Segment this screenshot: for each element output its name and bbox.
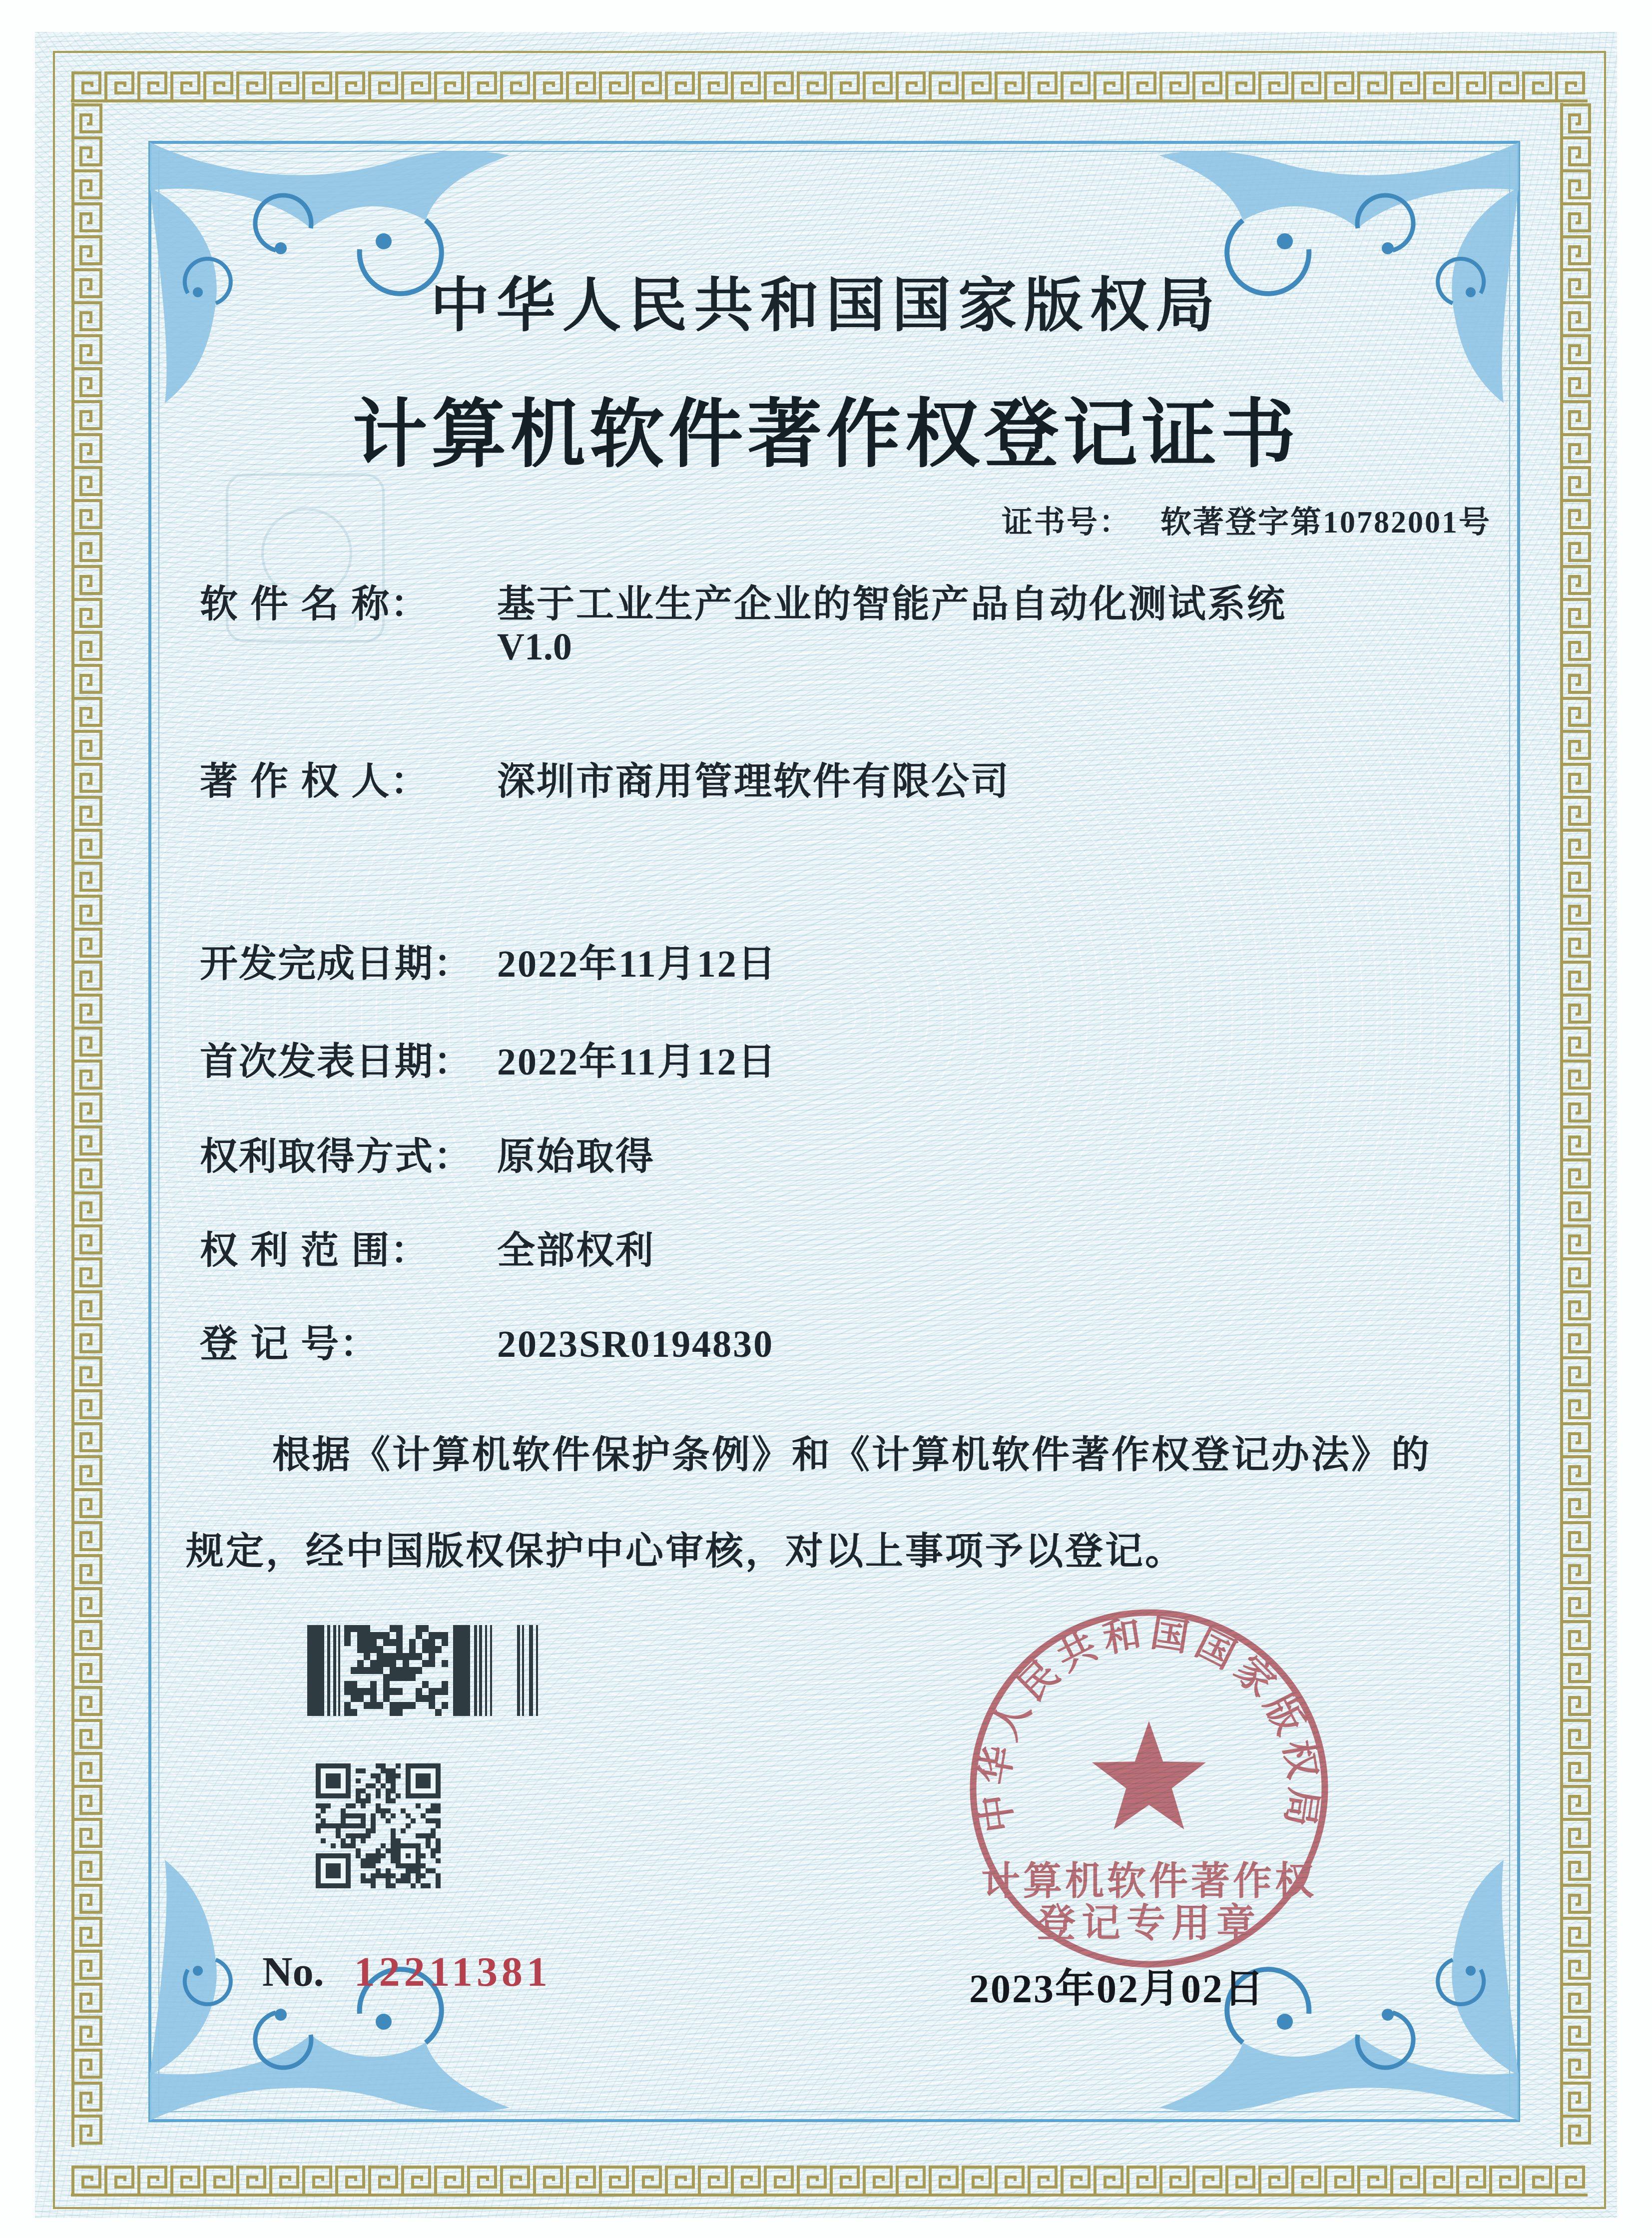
field-value: 原始取得 [497, 1136, 655, 1178]
pdf417-barcode-icon [307, 1625, 542, 1716]
statement-line-2: 规定，经中国版权保护中心审核，对以上事项予以登记。 [186, 1530, 1185, 1573]
statement-line-1: 根据《计算机软件保护条例》和《计算机软件著作权登记办法》的 [272, 1434, 1431, 1476]
field-row-rights-scope [200, 1220, 655, 1274]
serial-number-row [262, 1947, 551, 1996]
issue-date: 2023年02月02日 [969, 1967, 1265, 2011]
field-row-registration-number [200, 1313, 774, 1368]
field-value: 2022年11月12日 [497, 943, 777, 985]
cert-number-value: 软著登字第10782001号 [1160, 506, 1492, 540]
cert-number-row [1002, 497, 1491, 542]
seal-line2: 登记专用章 [1036, 1901, 1262, 1945]
field-label: 首次发表日期： [200, 1041, 473, 1083]
seal-line1: 计算机软件著作权 [981, 1859, 1317, 1903]
certificate-title: 计算机软件著作权登记证书 [352, 392, 1300, 476]
field-label: 开发完成日期： [200, 943, 473, 985]
field-row-first-publication-date [200, 1031, 777, 1086]
field-label: 权利取得方式： [200, 1135, 473, 1178]
field-row-dev-completion-date [200, 933, 777, 988]
serial-prefix: No. [262, 1949, 324, 1995]
field-value: 2022年11月12日 [497, 1041, 777, 1083]
field-value: 2023SR0194830 [497, 1323, 774, 1365]
field-label: 登 记 号： [200, 1323, 379, 1365]
seal-arc-text: 中华人民共和国国家版权局 [973, 1611, 1325, 1835]
qr-code-icon [316, 1763, 441, 1888]
field-label: 权 利 范 围： [200, 1229, 430, 1272]
cert-number-label: 证书号： [1002, 505, 1132, 540]
official-seal [957, 1596, 1341, 1981]
field-value: 深圳市商用管理软件有限公司 [497, 761, 1010, 803]
field-label: 软 件 名 称： [200, 583, 430, 625]
field-value-version: V1.0 [497, 626, 572, 668]
field-row-software-name [200, 573, 1286, 628]
field-row-rights-acquisition [200, 1126, 655, 1180]
field-label: 著 作 权 人： [200, 760, 430, 803]
field-value: 全部权利 [497, 1230, 655, 1272]
field-value: 基于工业生产企业的智能产品自动化测试系统 [497, 583, 1286, 625]
star-icon [1092, 1721, 1206, 1829]
field-row-copyright-owner [200, 751, 1010, 805]
serial-number: 12211381 [354, 1949, 552, 1995]
authority-title: 中华人民共和国国家版权局 [430, 273, 1222, 339]
